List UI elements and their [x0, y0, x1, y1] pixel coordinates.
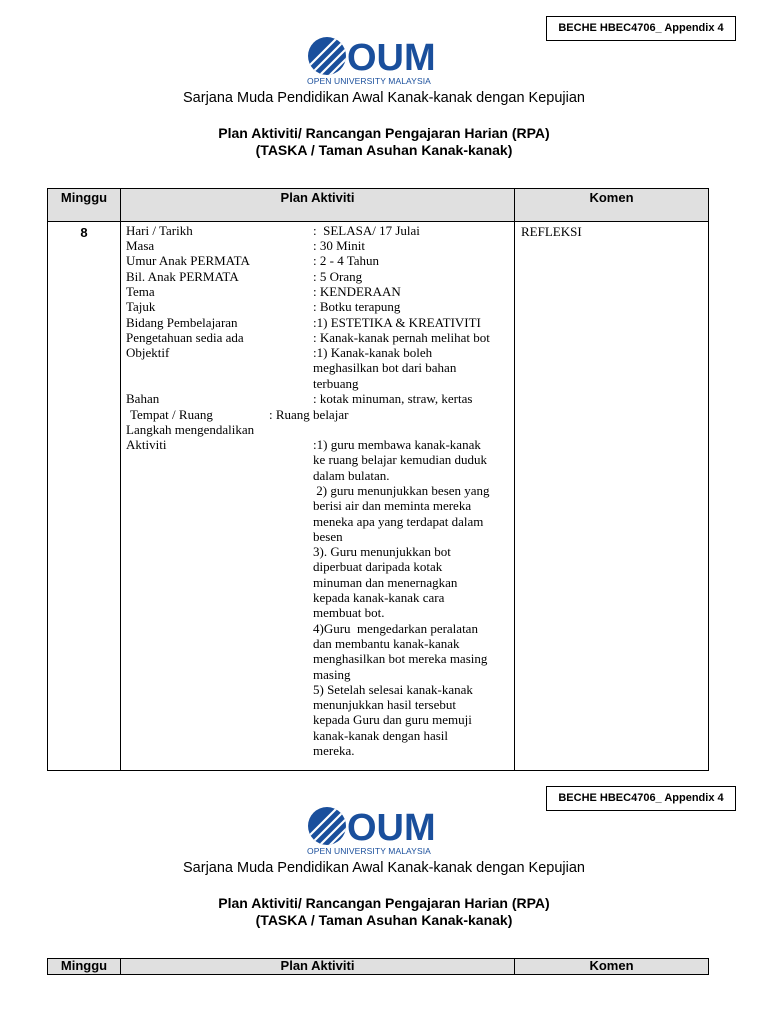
bil-label: Bil. Anak PERMATA	[126, 269, 239, 284]
aktiviti-line-text: meneka apa yang terdapat dalam	[313, 513, 484, 529]
program-name-page-2: Sarjana Muda Pendidikan Awal Kanak-kanak dengan Kepujian	[183, 860, 585, 876]
svg-text:OUM: OUM	[347, 37, 436, 76]
hari-label: Hari / Tarikh	[126, 223, 193, 238]
komen-text: REFLEKSI	[521, 224, 582, 239]
aktiviti-line-text: ke ruang belajar kemudian duduk	[313, 452, 487, 468]
rpa-table-page-2	[47, 958, 709, 975]
tempat-value: : Ruang belajar	[269, 407, 349, 422]
aktiviti-line-text: mereka.	[313, 743, 355, 758]
objektif-line-1: :1) Kanak-kanak boleh	[313, 345, 433, 360]
bahan-label: Bahan	[126, 391, 160, 406]
header-komen-page-2: Komen	[515, 959, 709, 975]
document-subtitle: (TASKA / Taman Asuhan Kanak-kanak)	[255, 142, 513, 158]
document-subtitle-page-2: (TASKA / Taman Asuhan Kanak-kanak)	[255, 912, 513, 928]
table-header-row-page-2	[48, 959, 709, 975]
tajuk-label: Tajuk	[126, 299, 156, 314]
aktiviti-line-text: kepada Guru dan guru memuji	[313, 712, 472, 728]
header-plan-aktiviti: Plan Aktiviti	[121, 189, 515, 222]
objektif-line-2: meghasilkan bot dari bahan	[313, 360, 457, 375]
header-minggu-page-2: Minggu	[48, 959, 121, 975]
aktiviti-line-text: 3). Guru menunjukkan bot	[313, 544, 451, 560]
header-plan-aktiviti-page-2: Plan Aktiviti	[121, 959, 515, 975]
aktiviti-line-text: besen	[313, 528, 343, 544]
umur-label: Umur Anak PERMATA	[126, 253, 250, 268]
header-komen: Komen	[515, 189, 709, 222]
aktiviti-line-text: berisi air dan meminta mereka	[313, 498, 472, 514]
document-title: Plan Aktiviti/ Rancangan Pengajaran Harian (RPA)	[218, 125, 550, 141]
document-title-page-2: Plan Aktiviti/ Rancangan Pengajaran Harian (RPA)	[218, 895, 550, 911]
oum-logo-graphic-page-2	[307, 806, 467, 846]
aktiviti-line-text: kanak-kanak dengan hasil	[313, 727, 449, 743]
appendix-label-page-2: BECHE HBEC4706_ Appendix 4	[546, 786, 736, 811]
bil-value: : 5 Orang	[313, 269, 363, 284]
oum-logo-graphic	[307, 36, 467, 76]
pengetahuan-label: Pengetahuan sedia ada	[126, 330, 244, 345]
tajuk-value: : Botku terapung	[313, 299, 401, 314]
header-minggu: Minggu	[48, 189, 121, 222]
aktiviti-line-text: membuat bot.	[313, 605, 385, 621]
plan-aktiviti-cell	[121, 222, 515, 771]
hari-value: : SELASA/ 17 Julai	[313, 223, 420, 238]
week-number: 8	[48, 222, 121, 771]
umur-value: : 2 - 4 Tahun	[313, 253, 380, 268]
aktiviti-line-text: dalam bulatan.	[313, 467, 390, 483]
langkah-label: Langkah mengendalikan	[126, 422, 255, 437]
aktiviti-line-text: 5) Setelah selesai kanak-kanak	[313, 681, 473, 697]
rpa-table	[47, 188, 709, 771]
objektif-line-3: terbuang	[313, 376, 359, 391]
aktiviti-line-text: 2) guru menunjukkan besen yang	[313, 482, 490, 498]
masa-value: : 30 Minit	[313, 238, 366, 253]
program-name: Sarjana Muda Pendidikan Awal Kanak-kanak dengan Kepujian	[183, 90, 585, 106]
table-row	[48, 222, 709, 771]
aktiviti-line-text: :1) guru membawa kanak-kanak	[313, 437, 481, 452]
aktiviti-line-text: dan membantu kanak-kanak	[313, 635, 460, 651]
aktiviti-label: Aktiviti	[126, 437, 167, 452]
logo-subtitle-page-2: OPEN UNIVERSITY MALAYSIA	[307, 846, 431, 856]
tema-value: : KENDERAAN	[313, 284, 401, 299]
bidang-value: :1) ESTETIKA & KREATIVITI	[313, 315, 481, 330]
pengetahuan-value: : Kanak-kanak pernah melihat bot	[313, 330, 490, 345]
aktiviti-line-text: diperbuat daripada kotak	[313, 559, 443, 575]
aktiviti-line-text: menunjukkan hasil tersebut	[313, 697, 456, 713]
aktiviti-line-text: 4)Guru mengedarkan peralatan	[313, 620, 478, 636]
bahan-value: : kotak minuman, straw, kertas	[313, 391, 473, 406]
aktiviti-line-text: masing	[313, 666, 351, 682]
aktiviti-line-text: minuman dan menernagkan	[313, 574, 458, 590]
bidang-label: Bidang Pembelajaran	[126, 315, 238, 330]
aktiviti-line-text: menghasilkan bot mereka masing	[313, 651, 488, 667]
logo-subtitle: OPEN UNIVERSITY MALAYSIA	[307, 76, 431, 86]
oum-logo-page-2	[307, 806, 467, 856]
oum-logo	[307, 36, 467, 86]
svg-text:OUM: OUM	[347, 807, 436, 846]
objektif-label: Objektif	[126, 345, 170, 360]
komen-cell	[515, 222, 709, 771]
tempat-label: Tempat / Ruang	[130, 407, 213, 422]
table-header-row	[48, 189, 709, 222]
aktiviti-line-text: kepada kanak-kanak cara	[313, 590, 445, 605]
tema-label: Tema	[126, 284, 155, 299]
appendix-label: BECHE HBEC4706_ Appendix 4	[546, 16, 736, 41]
masa-label: Masa	[126, 238, 155, 253]
